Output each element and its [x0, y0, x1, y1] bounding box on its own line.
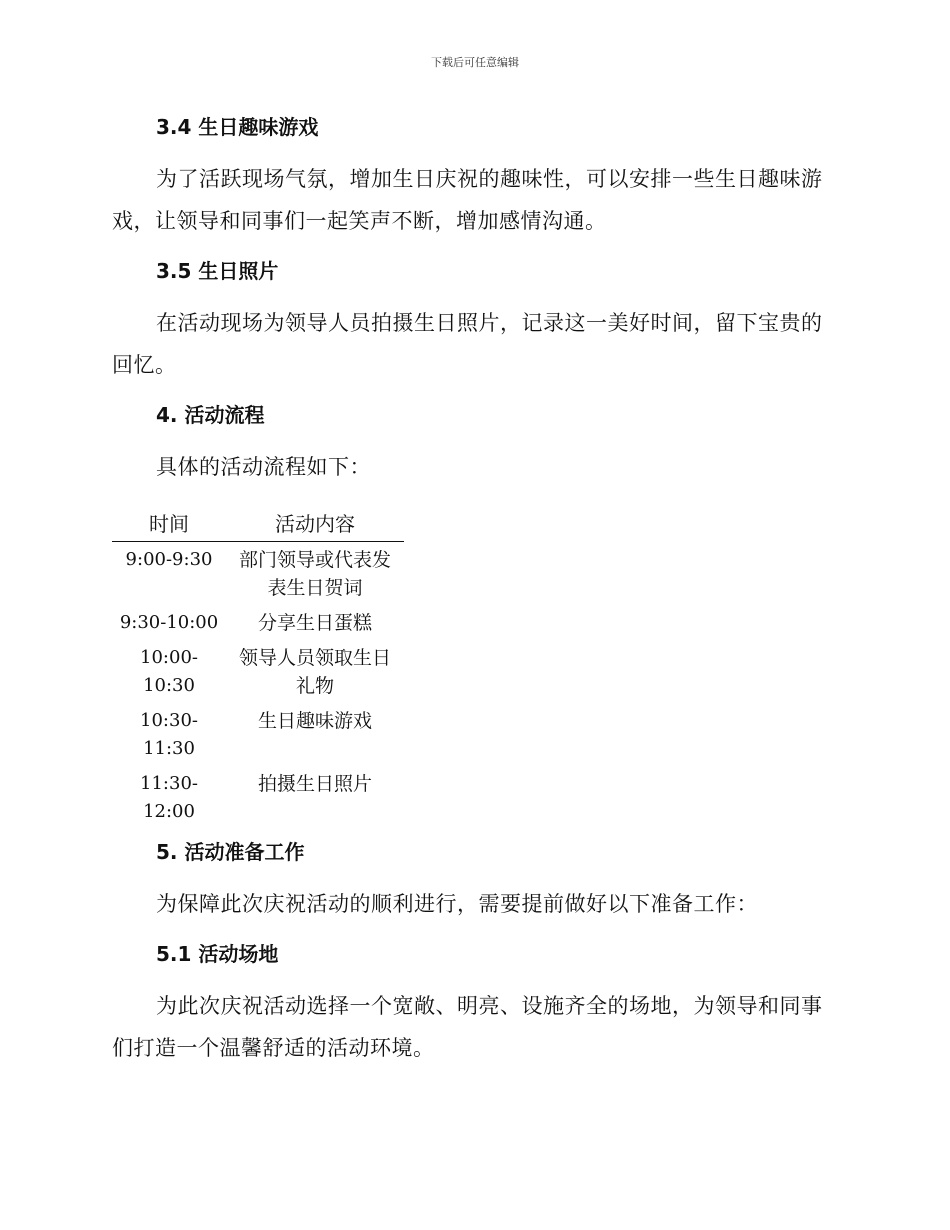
- cell-activity: 分享生日蛋糕: [258, 612, 373, 634]
- table-row: [112, 766, 404, 829]
- cell-activity: 拍摄生日照片: [258, 773, 373, 795]
- table-header-row: [112, 506, 404, 542]
- cell-activity: 生日趣味游戏: [258, 710, 373, 732]
- cell-time: 9:00-9:30: [125, 549, 213, 570]
- cell-time: 11:30-12:00: [140, 773, 198, 822]
- section-paragraph-3-4: 为了活跃现场气氛，增加生日庆祝的趣味性，可以安排一些生日趣味游戏，让领导和同事们一起笑声不断，增加感情沟通。: [112, 167, 823, 233]
- column-header-time: 时间: [112, 506, 226, 542]
- document-body: [112, 112, 832, 1069]
- cell-time: 9:30-10:00: [119, 612, 219, 633]
- section-paragraph-4: 具体的活动流程如下：: [156, 455, 371, 479]
- cell-time: 10:00-10:30: [140, 647, 198, 696]
- schedule-table: [112, 506, 404, 829]
- section-paragraph-5: 为保障此次庆祝活动的顺利进行，需要提前做好以下准备工作：: [156, 892, 758, 916]
- schedule-table-container: [112, 506, 404, 829]
- table-row: [112, 542, 404, 606]
- table-row: [112, 605, 404, 640]
- section-paragraph-5-1: 为此次庆祝活动选择一个宽敞、明亮、设施齐全的场地，为领导和同事们打造一个温馨舒适的活动环境。: [112, 994, 823, 1060]
- column-header-activity: 活动内容: [226, 506, 404, 542]
- section-heading-5-1: 5.1 活动场地: [156, 942, 279, 966]
- cell-time: 10:30-11:30: [140, 710, 198, 759]
- table-row: [112, 703, 404, 766]
- section-heading-5: 5. 活动准备工作: [156, 840, 305, 864]
- cell-activity: 领导人员领取生日礼物: [239, 647, 392, 697]
- page-header: 下载后可任意编辑: [431, 56, 519, 69]
- section-heading-3-4: 3.4 生日趣味游戏: [156, 115, 319, 139]
- section-paragraph-3-5: 在活动现场为领导人员拍摄生日照片，记录这一美好时间，留下宝贵的回忆。: [112, 311, 823, 377]
- section-heading-4: 4. 活动流程: [156, 403, 265, 427]
- cell-activity: 部门领导或代表发表生日贺词: [239, 549, 392, 599]
- table-row: [112, 640, 404, 703]
- section-heading-3-5: 3.5 生日照片: [156, 259, 279, 283]
